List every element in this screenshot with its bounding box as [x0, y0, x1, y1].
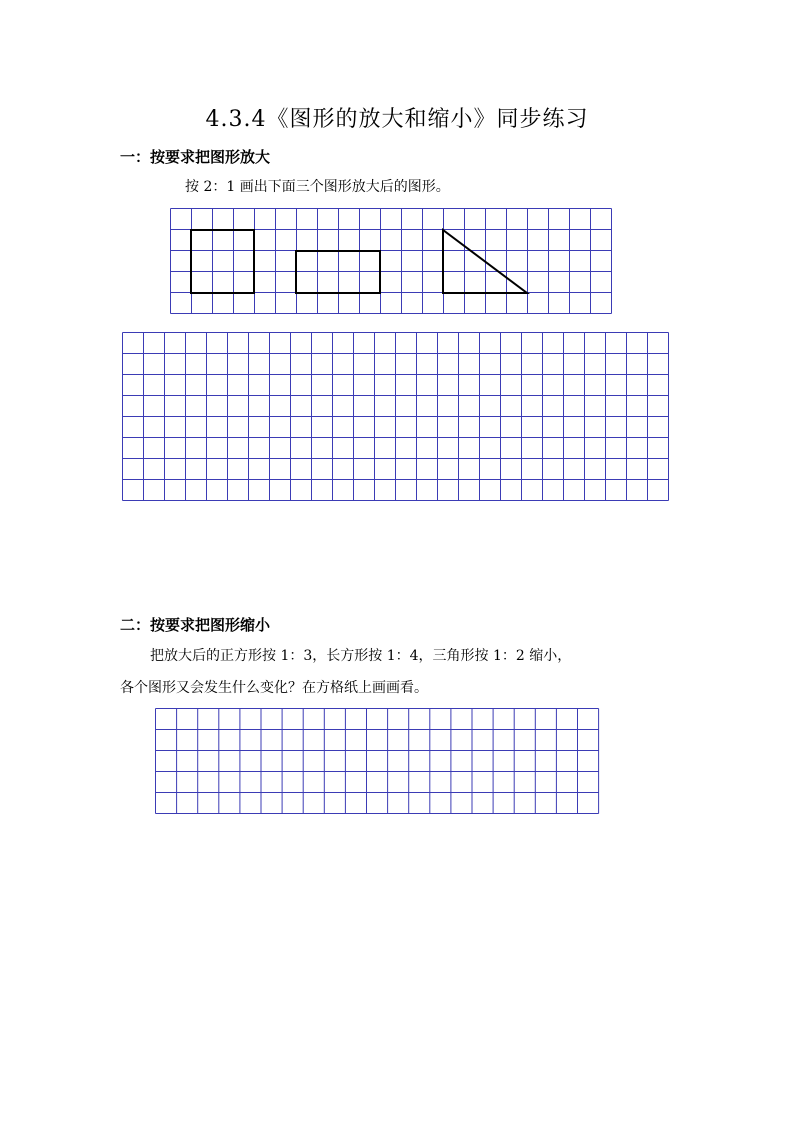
- grid-enlarge-drawing-area[interactable]: [122, 332, 672, 504]
- square-shape: [191, 230, 254, 293]
- grid-reduce-drawing-area[interactable]: [155, 708, 601, 816]
- section-1-instruction: 按 2：1 画出下面三个图形放大后的图形。: [185, 179, 450, 195]
- section-2-line-1: 把放大后的正方形按 1：3，长方形按 1：4，三角形按 1：2 缩小，: [150, 648, 572, 664]
- section-1-heading: 一：按要求把图形放大: [120, 148, 271, 166]
- page-title: 4.3.4《图形的放大和缩小》同步练习: [205, 107, 589, 132]
- section-2-heading: 二：按要求把图形缩小: [120, 616, 271, 634]
- section-2-line-2: 各个图形又会发生什么变化？在方格纸上画画看。: [120, 680, 428, 696]
- grid-original-shapes: [170, 208, 614, 316]
